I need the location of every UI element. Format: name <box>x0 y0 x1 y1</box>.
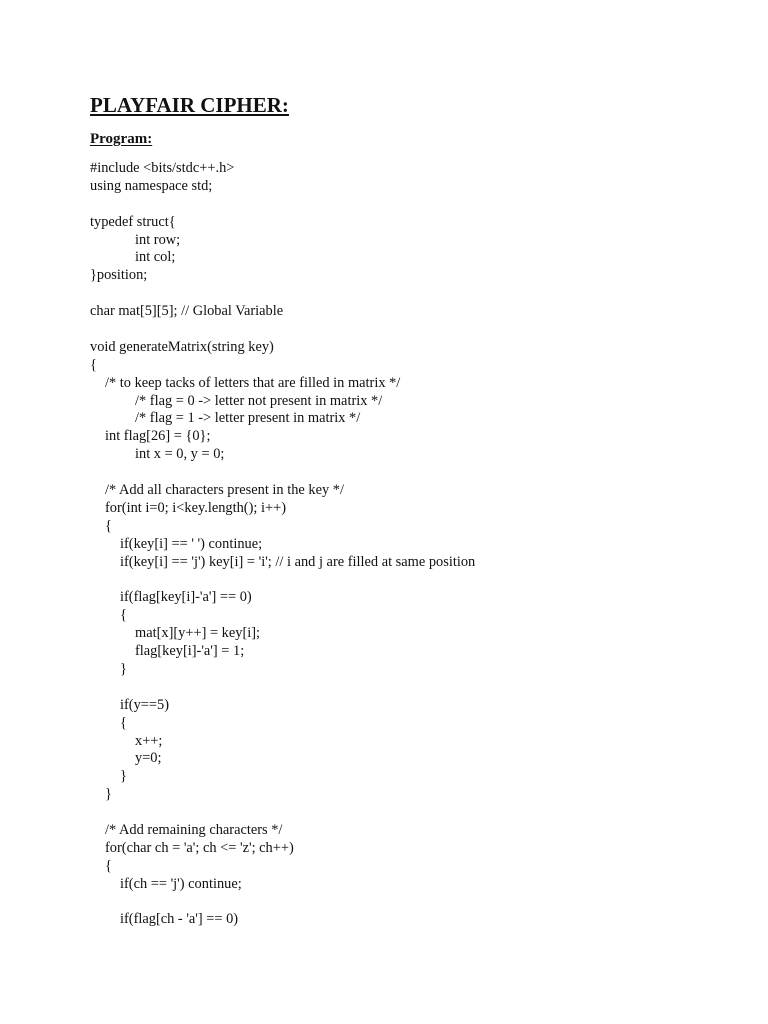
code-line: { <box>120 714 127 731</box>
code-line: { <box>105 517 112 534</box>
code-line: if(ch == 'j') continue; <box>120 875 242 892</box>
code-line: } <box>105 786 112 803</box>
code-line: flag[key[i]-'a'] = 1; <box>135 643 245 660</box>
code-line: if(flag[key[i]-'a'] == 0) <box>120 589 252 606</box>
code-line: char mat[5][5]; // Global Variable <box>90 303 284 320</box>
code-line: typedef struct{ <box>90 213 176 230</box>
code-line: { <box>90 356 97 373</box>
code-line: mat[x][y++] = key[i]; <box>135 625 261 642</box>
code-line: { <box>120 607 127 624</box>
section-label: Program: <box>90 131 153 147</box>
code-line: using namespace std; <box>90 177 213 194</box>
code-line: #include <bits/stdc++.h> <box>90 160 235 176</box>
code-line: } <box>120 768 127 785</box>
code-line: }position; <box>90 267 148 284</box>
code-line: for(char ch = 'a'; ch <= 'z'; ch++) <box>105 839 294 856</box>
code-line: { <box>105 857 112 874</box>
code-listing <box>90 160 750 929</box>
code-line-blank <box>90 196 750 214</box>
document-title: PLAYFAIR CIPHER: <box>90 93 289 117</box>
code-line-blank <box>90 464 750 482</box>
code-line: void generateMatrix(string key) <box>90 338 274 355</box>
code-line: /* Add remaining characters */ <box>105 821 283 838</box>
code-line-blank <box>90 571 750 589</box>
code-line: /* flag = 1 -> letter present in matrix */ <box>135 410 361 427</box>
code-line: int row; <box>135 231 181 248</box>
code-line: if(y==5) <box>120 696 169 713</box>
code-line: int col; <box>135 249 176 266</box>
code-line: int x = 0, y = 0; <box>135 446 225 463</box>
code-line: x++; <box>135 732 163 749</box>
code-line: } <box>120 660 127 677</box>
code-line: if(key[i] == ' ') continue; <box>120 535 263 552</box>
code-line-blank <box>90 804 750 822</box>
code-line: for(int i=0; i<key.length(); i++) <box>105 499 286 516</box>
code-line-blank <box>90 285 750 303</box>
code-line: /* to keep tacks of letters that are filled in matrix */ <box>105 374 401 391</box>
code-line-blank <box>90 321 750 339</box>
code-line: int flag[26] = {0}; <box>105 428 211 445</box>
code-line: if(flag[ch - 'a'] == 0) <box>120 911 239 928</box>
code-line: /* Add all characters present in the key */ <box>105 482 344 499</box>
code-line: /* flag = 0 -> letter not present in matrix */ <box>135 392 383 409</box>
code-line: if(key[i] == 'j') key[i] = 'i'; // i and j are filled at same position <box>120 553 476 570</box>
code-line: y=0; <box>135 750 162 767</box>
code-line-blank <box>90 679 750 697</box>
code-line-blank <box>90 894 750 912</box>
